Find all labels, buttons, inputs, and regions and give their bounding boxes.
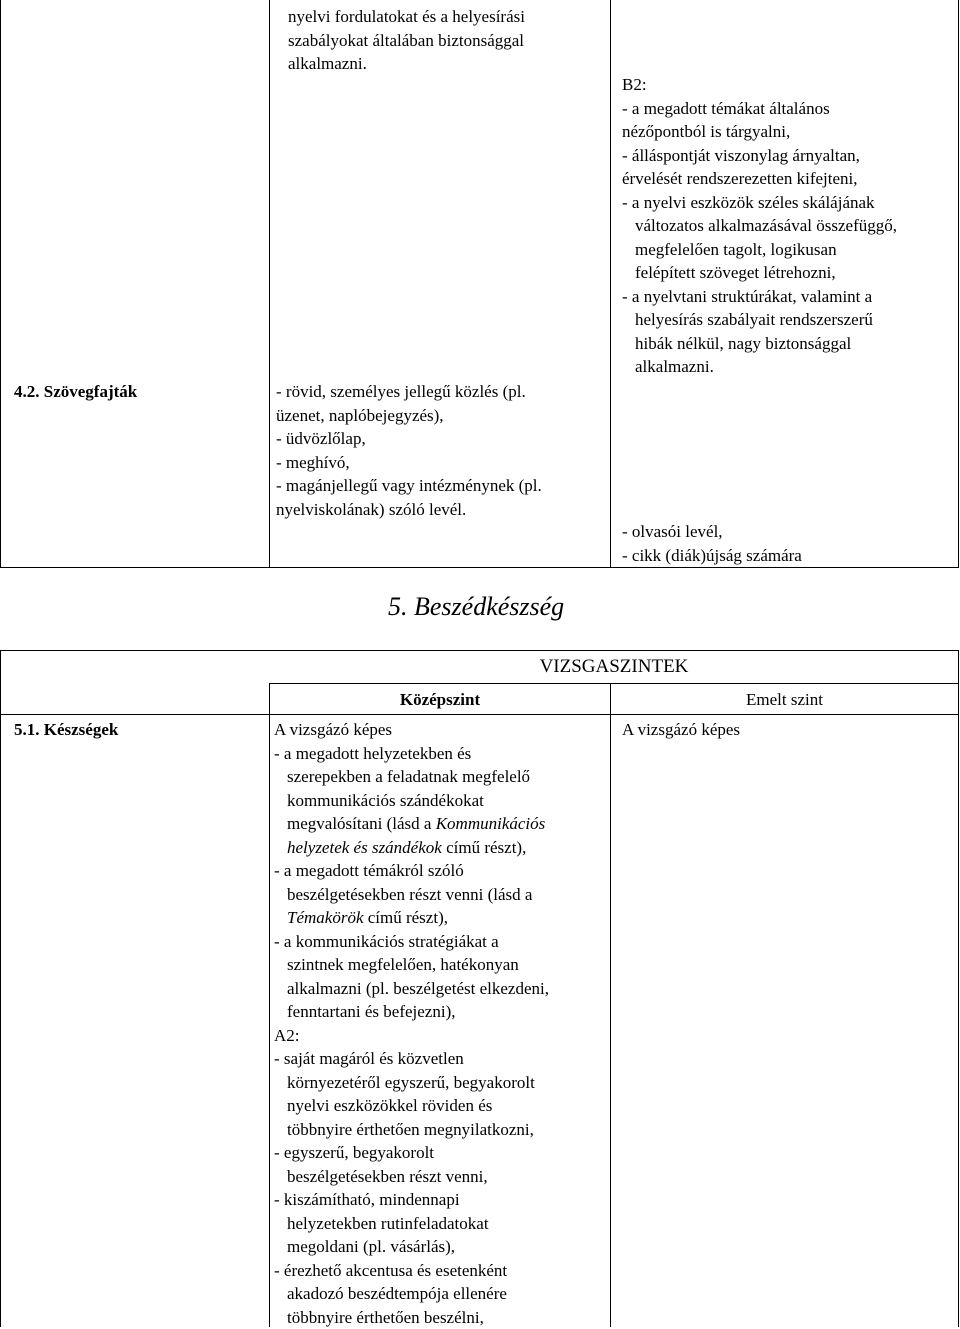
text-line <box>274 789 608 813</box>
text-line <box>274 859 608 883</box>
text-line: helyesírás szabályait rendszerszerű <box>622 308 956 332</box>
bottom-middle-cell <box>274 718 608 1329</box>
top-row1-middle-cell <box>288 5 608 76</box>
text-run: beszélgetésekben részt venni (lásd a <box>287 885 532 904</box>
text-line: - olvasói levél, <box>622 520 956 544</box>
text-run: többnyire érthetően megnyilatkozni, <box>287 1120 534 1139</box>
bottom-table-subheader-line <box>0 714 959 715</box>
text-run: helyzetekben rutinfeladatokat <box>287 1214 489 1233</box>
text-run: - egyszerű, begyakorolt <box>274 1143 434 1162</box>
bottom-table-right-border <box>958 650 959 1327</box>
text-line <box>274 836 608 860</box>
text-line: - a megadott témákat általános <box>622 97 956 121</box>
text-line <box>274 1094 608 1118</box>
text-run: - saját magáról és közvetlen <box>274 1049 464 1068</box>
text-line <box>274 1165 608 1189</box>
text-run: fenntartani és befejezni), <box>287 1002 456 1021</box>
text-run: többnyire érthetően beszélni, <box>287 1308 484 1327</box>
text-line: alkalmazni. <box>622 355 956 379</box>
top-table-bottom-border <box>0 567 959 568</box>
bottom-table-left-border <box>0 650 1 1327</box>
top-table-left-border <box>0 0 1 568</box>
italic-reference: Kommunikációs <box>436 814 546 833</box>
column-header-emelt-szint: Emelt szint <box>611 688 958 712</box>
text-line: megfelelően tagolt, logikusan <box>622 238 956 262</box>
text-run: nyelvi eszközökkel röviden és <box>287 1096 492 1115</box>
text-line: B2: <box>622 73 956 97</box>
text-run: - a megadott helyzetekben és <box>274 744 471 763</box>
text-line <box>274 1141 608 1165</box>
top-row1-right-cell <box>622 73 956 379</box>
text-line: - rövid, személyes jellegű közlés (pl. <box>276 380 606 404</box>
section-title: 5. Beszédkészség <box>388 590 564 624</box>
section-label-4-2: 4.2. Szövegfajták <box>14 380 137 404</box>
text-line: - álláspontját viszonylag árnyaltan, <box>622 144 956 168</box>
text-line <box>274 1306 608 1329</box>
text-line <box>274 1282 608 1306</box>
text-line <box>274 1118 608 1142</box>
bottom-table-top-border <box>0 650 959 651</box>
bottom-right-cell: A vizsgázó képes <box>622 718 740 742</box>
italic-reference: helyzetek és szándékok <box>287 838 442 857</box>
text-line <box>274 1071 608 1095</box>
text-line: nyelviskolának) szóló levél. <box>276 498 606 522</box>
exam-levels-header: VIZSGASZINTEK <box>270 655 958 679</box>
bottom-table-divider-2 <box>610 683 611 1327</box>
text-line <box>274 906 608 930</box>
text-line: szabályokat általában biztonsággal <box>288 29 608 53</box>
text-line <box>274 1212 608 1236</box>
text-line: hibák nélkül, nagy biztonsággal <box>622 332 956 356</box>
text-line <box>274 812 608 836</box>
text-line <box>274 1024 608 1048</box>
text-line: - üdvözlőlap, <box>276 427 606 451</box>
text-line <box>274 765 608 789</box>
text-line: felépített szöveget létrehozni, <box>622 261 956 285</box>
column-header-kozepszint: Középszint <box>270 688 610 712</box>
text-run: alkalmazni (pl. beszélgetést elkezdeni, <box>287 979 549 998</box>
text-line: változatos alkalmazásával összefüggő, <box>622 214 956 238</box>
top-table-divider-2 <box>610 0 611 568</box>
text-run: A2: <box>274 1026 300 1045</box>
text-run: környezetéről egyszerű, begyakorolt <box>287 1073 535 1092</box>
text-line: - cikk (diák)újság számára <box>622 544 956 568</box>
text-line <box>274 1235 608 1259</box>
bottom-table-header-line <box>269 683 959 684</box>
text-line: érvelését rendszerezetten kifejteni, <box>622 167 956 191</box>
text-line <box>274 1259 608 1283</box>
text-line <box>274 883 608 907</box>
text-line <box>274 718 608 742</box>
text-run: című részt), <box>442 838 527 857</box>
text-run: beszélgetésekben részt venni, <box>287 1167 488 1186</box>
text-run: szerepekben a feladatnak megfelelő <box>287 767 530 786</box>
italic-reference: Témakörök <box>287 908 363 927</box>
top-table-right-border <box>958 0 959 568</box>
top-row2-middle-cell <box>276 380 606 521</box>
text-line: - a nyelvi eszközök széles skálájának <box>622 191 956 215</box>
text-run: - érezhető akcentusa és esetenként <box>274 1261 507 1280</box>
text-run: A vizsgázó képes <box>274 720 392 739</box>
text-run: - a megadott témákról szóló <box>274 861 464 880</box>
text-line <box>274 1000 608 1024</box>
text-run: - kiszámítható, mindennapi <box>274 1190 460 1209</box>
text-line <box>274 1047 608 1071</box>
text-line: nézőpontból is tárgyalni, <box>622 120 956 144</box>
text-line: - meghívó, <box>276 451 606 475</box>
text-line: üzenet, naplóbejegyzés), <box>276 404 606 428</box>
text-run: megvalósítani (lásd a <box>287 814 436 833</box>
text-line: alkalmazni. <box>288 52 608 76</box>
text-line <box>274 742 608 766</box>
text-run: kommunikációs szándékokat <box>287 791 484 810</box>
text-run: megoldani (pl. vásárlás), <box>287 1237 455 1256</box>
bottom-table-divider-1 <box>269 683 270 1327</box>
section-label-5-1: 5.1. Készségek <box>14 718 118 742</box>
text-line: - a nyelvtani struktúrákat, valamint a <box>622 285 956 309</box>
text-run: szintnek megfelelően, hatékonyan <box>287 955 519 974</box>
text-line: - magánjellegű vagy intézménynek (pl. <box>276 474 606 498</box>
text-line <box>274 953 608 977</box>
top-row2-right-cell <box>622 520 956 567</box>
text-run: című részt), <box>363 908 448 927</box>
text-line <box>274 977 608 1001</box>
text-run: - a kommunikációs stratégiákat a <box>274 932 499 951</box>
text-run: akadozó beszédtempója ellenére <box>287 1284 507 1303</box>
text-line <box>274 1188 608 1212</box>
text-line: nyelvi fordulatokat és a helyesírási <box>288 5 608 29</box>
text-line <box>274 930 608 954</box>
top-table-divider-1 <box>269 0 270 568</box>
